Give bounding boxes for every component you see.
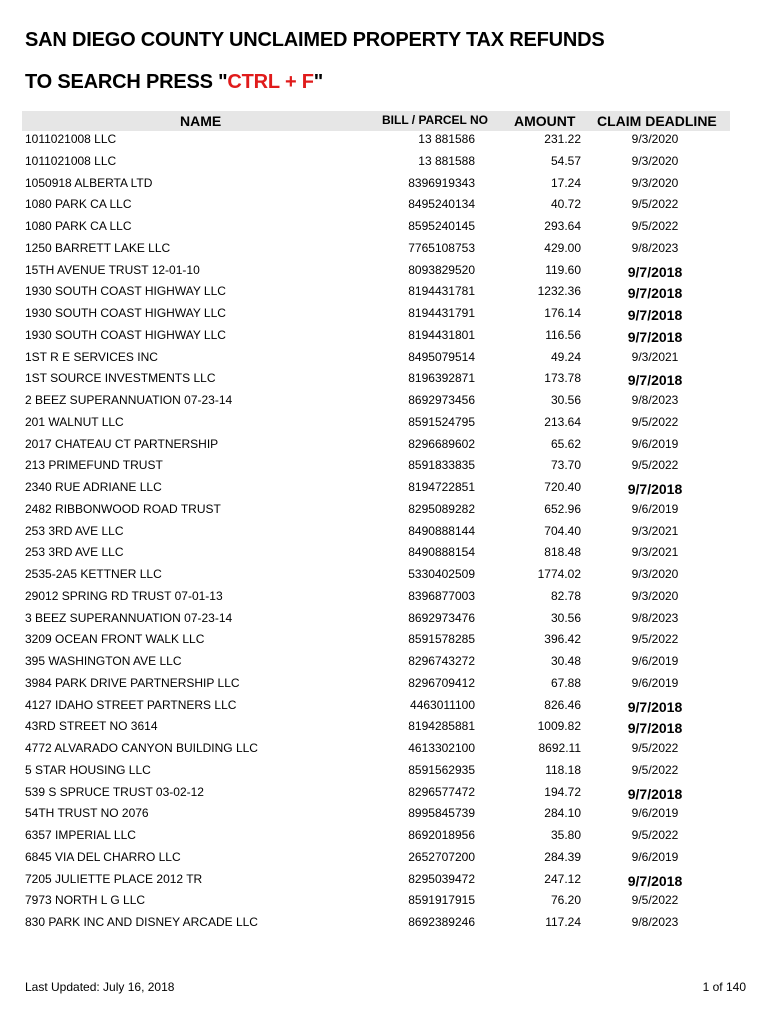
cell-deadline: 9/3/2021 <box>631 523 679 538</box>
cell-name: 1050918 ALBERTA LTD <box>25 175 153 190</box>
cell-deadline: 9/6/2019 <box>631 849 679 864</box>
table-row <box>0 127 770 149</box>
cell-amount: 284.39 <box>544 849 581 864</box>
table-row <box>0 867 770 889</box>
cell-deadline: 9/3/2020 <box>631 132 679 146</box>
cell-name: 830 PARK INC AND DISNEY ARCADE LLC <box>25 915 258 929</box>
cell-name: 3 BEEZ SUPERANNUATION 07-23-14 <box>25 610 233 625</box>
cell-amount: 8692.11 <box>538 741 581 755</box>
cell-amount: 652.96 <box>544 501 581 516</box>
table-row <box>0 888 770 910</box>
table-row <box>0 301 770 323</box>
cell-bill: 8194431791 <box>408 306 475 320</box>
cell-deadline: 9/6/2019 <box>631 654 679 668</box>
cell-bill: 8396877003 <box>408 588 475 603</box>
cell-amount: 17.24 <box>550 175 581 190</box>
cell-name: 3209 OCEAN FRONT WALK LLC <box>25 632 205 647</box>
cell-bill: 8295039472 <box>408 871 475 886</box>
cell-deadline: 9/3/2021 <box>631 349 679 364</box>
cell-bill: 8692973456 <box>408 393 475 407</box>
cell-deadline: 9/7/2018 <box>627 481 683 497</box>
cell-deadline: 9/8/2023 <box>631 393 679 407</box>
table-row <box>0 410 770 432</box>
cell-deadline: 9/5/2022 <box>631 414 679 429</box>
cell-deadline: 9/7/2018 <box>627 328 683 345</box>
cell-name: 3984 PARK DRIVE PARTNERSHIP LLC <box>25 675 240 690</box>
cell-bill: 8995845739 <box>408 806 475 821</box>
cell-deadline: 9/6/2019 <box>631 806 679 821</box>
cell-bill: 13 881586 <box>418 132 475 146</box>
table-row <box>0 519 770 541</box>
cell-amount: 82.78 <box>550 588 581 603</box>
search-suffix: " <box>313 71 324 93</box>
table-row <box>0 714 770 736</box>
cell-deadline: 9/7/2018 <box>627 698 683 715</box>
table-row <box>0 801 770 823</box>
cell-bill: 8591833835 <box>408 458 475 473</box>
table-row <box>0 627 770 649</box>
column-header-amount: AMOUNT <box>514 113 576 129</box>
cell-bill: 8295089282 <box>408 501 475 516</box>
cell-name: 6845 VIA DEL CHARRO LLC <box>25 849 181 864</box>
cell-amount: 1009.82 <box>537 719 581 734</box>
column-header-deadline: CLAIM DEADLINE <box>597 113 717 129</box>
table-row <box>0 736 770 758</box>
table-row <box>0 758 770 780</box>
cell-name: 1080 PARK CA LLC <box>25 219 132 233</box>
cell-deadline: 9/6/2019 <box>631 501 679 516</box>
cell-bill: 8591524795 <box>408 414 475 429</box>
column-header-bill: BILL / PARCEL NO <box>382 113 489 127</box>
cell-name: 1080 PARK CA LLC <box>25 197 132 212</box>
cell-name: 1250 BARRETT LAKE LLC <box>25 240 171 255</box>
cell-name: 2 BEEZ SUPERANNUATION 07-23-14 <box>25 393 233 407</box>
cell-bill: 8093829520 <box>408 262 475 277</box>
cell-amount: 117.24 <box>545 915 581 929</box>
cell-deadline: 9/5/2022 <box>631 219 679 233</box>
cell-bill: 8296577472 <box>408 784 475 799</box>
cell-bill: 8490888144 <box>408 523 475 538</box>
cell-bill: 8296709412 <box>408 675 475 690</box>
cell-bill: 8591917915 <box>408 893 475 908</box>
cell-name: 1930 SOUTH COAST HIGHWAY LLC <box>25 284 226 299</box>
table-row <box>0 823 770 845</box>
cell-name: 395 WASHINGTON AVE LLC <box>25 654 182 668</box>
cell-name: 5 STAR HOUSING LLC <box>25 762 151 777</box>
cell-deadline: 9/3/2020 <box>631 175 679 190</box>
cell-bill: 8591578285 <box>408 632 475 647</box>
cell-bill: 8591562935 <box>408 762 475 777</box>
table-row <box>0 584 770 606</box>
cell-amount: 30.56 <box>550 610 581 625</box>
cell-amount: 118.18 <box>545 762 581 777</box>
cell-name: 1011021008 LLC <box>25 132 117 146</box>
cell-name: 43RD STREET NO 3614 <box>25 719 158 734</box>
cell-amount: 396.42 <box>544 632 581 647</box>
table-row <box>0 258 770 280</box>
table-row <box>0 540 770 562</box>
cell-bill: 8194431801 <box>408 327 475 342</box>
table-row <box>0 845 770 867</box>
cell-deadline: 9/8/2023 <box>631 610 679 625</box>
cell-deadline: 9/7/2018 <box>627 285 683 302</box>
table-row <box>0 214 770 236</box>
cell-amount: 826.46 <box>544 697 581 712</box>
table-row <box>0 693 770 715</box>
cell-amount: 65.62 <box>550 436 581 451</box>
cell-amount: 231.22 <box>544 132 581 146</box>
cell-deadline: 9/3/2020 <box>631 153 679 168</box>
cell-name: 2017 CHATEAU CT PARTNERSHIP <box>25 436 219 451</box>
cell-deadline: 9/7/2018 <box>627 307 683 323</box>
cell-name: 2535-2A5 KETTNER LLC <box>25 567 162 581</box>
cell-name: 2340 RUE ADRIANE LLC <box>25 480 162 494</box>
cell-amount: 284.10 <box>544 806 581 821</box>
table-row <box>0 432 770 454</box>
cell-amount: 119.60 <box>545 262 581 277</box>
cell-name: 253 3RD AVE LLC <box>25 545 124 560</box>
cell-bill: 4463011100 <box>410 697 475 712</box>
cell-amount: 67.88 <box>550 675 581 690</box>
cell-bill: 8495079514 <box>408 349 475 364</box>
cell-bill: 8692018956 <box>408 828 475 842</box>
page-title: SAN DIEGO COUNTY UNCLAIMED PROPERTY TAX REFUNDS <box>25 29 605 51</box>
cell-name: 7973 NORTH L G LLC <box>25 893 146 908</box>
cell-name: 54TH TRUST NO 2076 <box>25 806 149 821</box>
cell-deadline: 9/7/2018 <box>627 872 683 889</box>
cell-amount: 1774.02 <box>537 567 581 581</box>
cell-deadline: 9/5/2022 <box>631 632 679 647</box>
cell-bill: 8296743272 <box>408 654 475 668</box>
refund-table <box>0 127 770 932</box>
cell-amount: 116.56 <box>545 327 581 342</box>
cell-name: 1930 SOUTH COAST HIGHWAY LLC <box>25 327 226 342</box>
cell-bill: 5330402509 <box>408 567 475 581</box>
cell-name: 213 PRIMEFUND TRUST <box>25 458 163 473</box>
table-row <box>0 780 770 802</box>
cell-deadline: 9/5/2022 <box>631 762 679 777</box>
search-keys: CTRL + F <box>227 71 314 93</box>
table-row <box>0 149 770 171</box>
table-row <box>0 453 770 475</box>
cell-amount: 247.12 <box>544 871 581 886</box>
cell-amount: 1232.36 <box>537 284 581 299</box>
cell-deadline: 9/3/2021 <box>631 545 679 560</box>
cell-amount: 40.72 <box>550 197 581 212</box>
cell-name: 15TH AVENUE TRUST 12-01-10 <box>25 262 200 277</box>
cell-bill: 8595240145 <box>408 219 475 233</box>
cell-bill: 8194722851 <box>408 480 475 494</box>
cell-deadline: 9/3/2020 <box>631 567 679 581</box>
table-row <box>0 366 770 388</box>
page-number: 1 of 140 <box>702 980 746 994</box>
cell-amount: 194.72 <box>544 784 581 799</box>
cell-amount: 429.00 <box>544 240 581 255</box>
cell-bill: 2652707200 <box>408 849 475 864</box>
cell-bill: 8396919343 <box>408 175 475 190</box>
cell-amount: 30.48 <box>550 654 581 668</box>
search-instruction <box>25 71 323 94</box>
cell-amount: 73.70 <box>550 458 581 473</box>
cell-amount: 213.64 <box>544 414 581 429</box>
cell-bill: 8495240134 <box>408 197 475 212</box>
cell-bill: 8296689602 <box>408 436 475 451</box>
table-row <box>0 649 770 671</box>
cell-name: 4127 IDAHO STREET PARTNERS LLC <box>25 697 237 712</box>
cell-name: 253 3RD AVE LLC <box>25 523 124 538</box>
cell-amount: 35.80 <box>550 828 581 842</box>
cell-name: 29012 SPRING RD TRUST 07-01-13 <box>25 588 223 603</box>
cell-deadline: 9/7/2018 <box>627 263 683 280</box>
last-updated: Last Updated: July 16, 2018 <box>25 980 175 994</box>
cell-bill: 8692389246 <box>408 915 475 929</box>
cell-deadline: 9/3/2020 <box>631 588 679 603</box>
cell-name: 1ST SOURCE INVESTMENTS LLC <box>25 371 216 386</box>
cell-amount: 704.40 <box>544 523 581 538</box>
table-row <box>0 279 770 301</box>
cell-amount: 176.14 <box>544 306 581 320</box>
cell-amount: 49.24 <box>550 349 581 364</box>
cell-deadline: 9/5/2022 <box>631 458 679 473</box>
cell-name: 1011021008 LLC <box>25 153 117 168</box>
cell-amount: 818.48 <box>544 545 581 560</box>
cell-name: 4772 ALVARADO CANYON BUILDING LLC <box>25 741 258 755</box>
cell-bill: 4613302100 <box>408 741 475 755</box>
cell-deadline: 9/7/2018 <box>627 720 683 737</box>
cell-deadline: 9/8/2023 <box>631 915 679 929</box>
cell-name: 7205 JULIETTE PLACE 2012 TR <box>25 871 203 886</box>
cell-deadline: 9/5/2022 <box>631 197 679 212</box>
cell-name: 1930 SOUTH COAST HIGHWAY LLC <box>25 306 226 320</box>
column-header-name: NAME <box>180 113 222 129</box>
cell-deadline: 9/6/2019 <box>631 436 679 451</box>
cell-amount: 54.57 <box>550 153 581 168</box>
search-prefix: TO SEARCH PRESS " <box>25 71 228 93</box>
table-row <box>0 562 770 584</box>
cell-bill: 8196392871 <box>408 371 475 386</box>
table-row <box>0 606 770 628</box>
cell-name: 201 WALNUT LLC <box>25 414 124 429</box>
table-row <box>0 236 770 258</box>
cell-amount: 720.40 <box>544 480 581 494</box>
cell-amount: 293.64 <box>544 219 581 233</box>
cell-name: 539 S SPRUCE TRUST 03-02-12 <box>25 784 204 799</box>
table-row <box>0 345 770 367</box>
cell-deadline: 9/7/2018 <box>627 372 683 389</box>
cell-amount: 173.78 <box>544 371 581 386</box>
cell-amount: 30.56 <box>550 393 581 407</box>
cell-bill: 8692973476 <box>408 610 475 625</box>
cell-amount: 76.20 <box>550 893 581 908</box>
cell-deadline: 9/5/2022 <box>631 741 679 755</box>
table-row <box>0 497 770 519</box>
table-row <box>0 171 770 193</box>
table-row <box>0 388 770 410</box>
cell-name: 6357 IMPERIAL LLC <box>25 828 136 842</box>
cell-bill: 13 881588 <box>418 153 475 168</box>
table-row <box>0 323 770 345</box>
cell-bill: 7765108753 <box>408 240 475 255</box>
cell-deadline: 9/6/2019 <box>631 675 679 690</box>
cell-deadline: 9/5/2022 <box>631 893 679 908</box>
cell-bill: 8490888154 <box>408 545 475 560</box>
cell-deadline: 9/8/2023 <box>631 240 679 255</box>
table-row <box>0 910 770 932</box>
cell-deadline: 9/7/2018 <box>627 785 683 802</box>
cell-bill: 8194431781 <box>408 284 475 299</box>
cell-bill: 8194285881 <box>408 719 475 734</box>
cell-deadline: 9/5/2022 <box>631 828 679 842</box>
table-row <box>0 671 770 693</box>
table-row <box>0 192 770 214</box>
cell-name: 1ST R E SERVICES INC <box>25 349 158 364</box>
table-row <box>0 475 770 497</box>
cell-name: 2482 RIBBONWOOD ROAD TRUST <box>25 501 221 516</box>
